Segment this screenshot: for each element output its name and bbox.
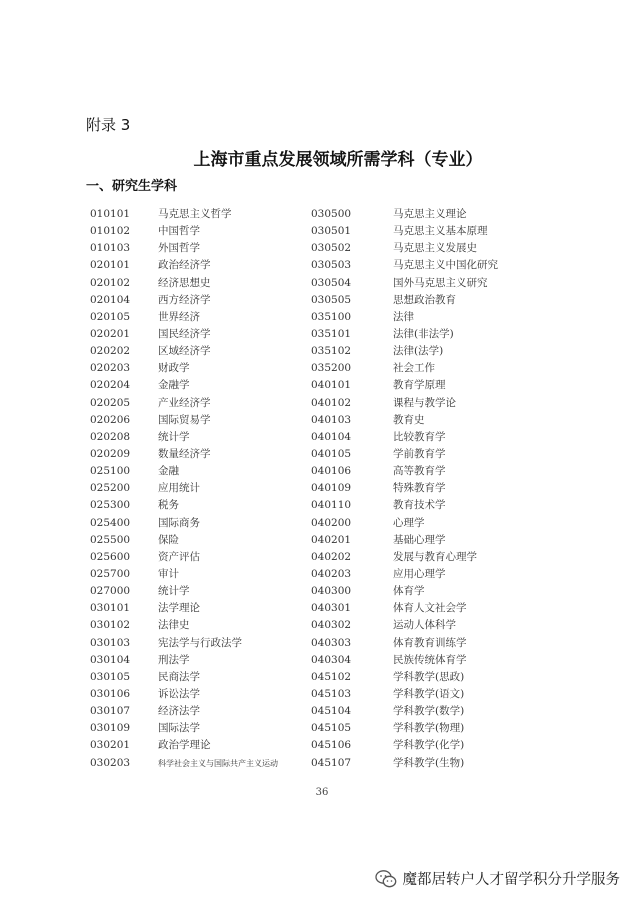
subject-name: 中国哲学 <box>158 225 200 238</box>
subject-code: 020105 <box>90 310 131 323</box>
subject-name: 资产评估 <box>158 550 200 563</box>
subject-row <box>90 292 310 309</box>
subject-name: 刑法学 <box>158 653 190 666</box>
subject-name: 体育教育训练学 <box>393 636 467 649</box>
subject-code: 020202 <box>90 345 131 358</box>
subject-row <box>311 206 551 223</box>
subject-row <box>90 463 310 480</box>
subject-row <box>90 669 310 686</box>
subject-row <box>90 360 310 377</box>
subject-name: 法律史 <box>158 619 190 632</box>
subject-code: 027000 <box>90 585 131 598</box>
subject-row <box>90 429 310 446</box>
subject-row <box>90 755 310 772</box>
subject-row <box>311 720 551 737</box>
subject-row <box>90 377 310 394</box>
subject-name: 学科教学(数学) <box>393 705 465 718</box>
subject-code: 040303 <box>311 636 352 649</box>
subject-name: 运动人体科学 <box>393 619 456 632</box>
subject-name: 国民经济学 <box>158 327 211 340</box>
subject-row <box>311 223 551 240</box>
subject-row <box>90 275 310 292</box>
subject-row <box>90 583 310 600</box>
subject-code: 045104 <box>311 705 352 718</box>
subject-row <box>311 480 551 497</box>
section-heading: 一、研究生学科 <box>86 179 178 194</box>
subject-code: 020208 <box>90 430 131 443</box>
subject-code: 025400 <box>90 516 131 529</box>
subject-row <box>90 343 310 360</box>
subject-row <box>311 275 551 292</box>
subject-code: 040202 <box>311 550 352 563</box>
page-number: 36 <box>315 787 329 798</box>
subject-row <box>311 532 551 549</box>
subject-name: 世界经济 <box>158 310 200 323</box>
subject-row <box>90 206 310 223</box>
subject-row <box>311 326 551 343</box>
subject-code: 035100 <box>311 310 352 323</box>
subject-row <box>311 257 551 274</box>
appendix-label: 附录 3 <box>86 116 131 134</box>
subject-row <box>311 669 551 686</box>
subject-code: 030502 <box>311 242 352 255</box>
subject-row <box>311 377 551 394</box>
subject-row <box>90 617 310 634</box>
subject-code: 010103 <box>90 242 131 255</box>
wechat-icon <box>375 869 397 889</box>
subject-name: 法学理论 <box>158 602 200 615</box>
subject-name: 国际贸易学 <box>158 413 211 426</box>
subject-code: 020204 <box>90 379 131 392</box>
subject-name: 民族传统体育学 <box>393 653 467 666</box>
subject-row <box>90 257 310 274</box>
subject-code: 035101 <box>311 327 352 340</box>
subject-code: 030106 <box>90 687 131 700</box>
subject-name: 学科教学(语文) <box>393 687 465 700</box>
subject-name: 马克思主义哲学 <box>158 208 232 220</box>
subject-code: 025500 <box>90 533 131 546</box>
subject-name: 思想政治教育 <box>393 293 456 306</box>
subject-row <box>90 532 310 549</box>
subject-row <box>90 549 310 566</box>
subject-name: 体育学 <box>393 585 425 598</box>
subject-name: 学科教学(思政) <box>393 670 465 683</box>
subject-code: 040106 <box>311 465 352 478</box>
subject-name: 教育技术学 <box>393 499 446 512</box>
subject-row <box>90 309 310 326</box>
subject-code: 040103 <box>311 413 352 426</box>
subject-code: 030201 <box>90 739 131 752</box>
subject-code: 025200 <box>90 482 131 495</box>
subject-code: 030203 <box>90 756 131 769</box>
subject-row <box>311 395 551 412</box>
subject-name: 保险 <box>158 533 179 546</box>
subject-row <box>90 515 310 532</box>
subject-name: 产业经济学 <box>158 396 211 409</box>
subject-row <box>90 600 310 617</box>
subject-code: 020102 <box>90 276 131 289</box>
subject-name: 体育人文社会学 <box>393 602 467 615</box>
subject-name: 财政学 <box>158 362 190 375</box>
subject-row <box>90 240 310 257</box>
subject-code: 030107 <box>90 705 131 718</box>
subject-name: 经济思想史 <box>158 276 211 289</box>
subject-code: 025700 <box>90 567 131 580</box>
subject-name: 教育学原理 <box>393 379 446 392</box>
subject-name: 西方经济学 <box>158 293 211 306</box>
subject-code: 020205 <box>90 396 131 409</box>
watermark <box>375 868 621 889</box>
subject-name: 税务 <box>158 499 179 512</box>
subject-row <box>311 292 551 309</box>
subject-name: 学前教育学 <box>393 447 446 460</box>
subject-code: 040109 <box>311 482 352 495</box>
subject-code: 040203 <box>311 567 352 580</box>
subject-name: 课程与教学论 <box>393 396 456 409</box>
subject-name: 诉讼法学 <box>158 687 200 700</box>
subject-name: 金融学 <box>158 379 190 392</box>
subject-row <box>311 652 551 669</box>
subject-row <box>90 326 310 343</box>
subject-name: 统计学 <box>158 430 190 443</box>
subject-code: 020101 <box>90 259 131 272</box>
subject-row <box>311 240 551 257</box>
subject-name: 马克思主义中国化研究 <box>393 259 498 272</box>
subject-row <box>311 617 551 634</box>
subject-code: 010101 <box>90 208 131 220</box>
subject-name: 心理学 <box>393 516 425 529</box>
subject-row <box>90 720 310 737</box>
subject-row <box>311 703 551 720</box>
subject-name: 学科教学(生物) <box>393 756 465 769</box>
subject-row <box>311 583 551 600</box>
subject-row <box>90 737 310 754</box>
subject-row <box>311 600 551 617</box>
subject-name: 审计 <box>158 567 179 580</box>
subject-name: 政治经济学 <box>158 259 211 272</box>
subject-code: 025100 <box>90 465 131 478</box>
subject-name: 法律(非法学) <box>393 327 454 340</box>
subject-name: 国际商务 <box>158 516 200 529</box>
subject-name: 金融 <box>158 465 179 478</box>
subject-row <box>311 566 551 583</box>
subject-row <box>90 652 310 669</box>
subject-code: 035102 <box>311 345 352 358</box>
subject-row <box>90 223 310 240</box>
subject-name: 教育史 <box>393 413 425 426</box>
subject-row <box>311 360 551 377</box>
subject-row <box>311 737 551 754</box>
subject-name: 基础心理学 <box>393 533 446 546</box>
subject-row <box>311 429 551 446</box>
subject-name: 应用心理学 <box>393 567 446 580</box>
subject-row <box>90 480 310 497</box>
subject-row <box>311 412 551 429</box>
subject-name: 国际法学 <box>158 722 200 735</box>
subject-code: 035200 <box>311 362 352 375</box>
subject-code: 045105 <box>311 722 352 735</box>
subject-name: 比较教育学 <box>393 430 446 443</box>
subject-code: 030505 <box>311 293 352 306</box>
subject-name: 数量经济学 <box>158 447 211 460</box>
subject-name: 学科教学(物理) <box>393 722 465 735</box>
subject-name: 区域经济学 <box>158 345 211 358</box>
subject-code: 025600 <box>90 550 131 563</box>
subject-code: 020104 <box>90 293 131 306</box>
left-subject-column <box>90 206 310 772</box>
subject-code: 030504 <box>311 276 352 289</box>
subject-row <box>90 635 310 652</box>
subject-row <box>90 395 310 412</box>
right-subject-column <box>311 206 551 772</box>
subject-code: 040104 <box>311 430 352 443</box>
subject-name: 民商法学 <box>158 670 200 683</box>
subject-row <box>311 309 551 326</box>
subject-row <box>90 566 310 583</box>
subject-row <box>311 549 551 566</box>
subject-row <box>90 497 310 514</box>
subject-row <box>311 755 551 772</box>
subject-code: 045106 <box>311 739 352 752</box>
subject-code: 040101 <box>311 379 352 392</box>
subject-name: 社会工作 <box>393 362 435 375</box>
subject-name: 马克思主义基本原理 <box>393 225 488 238</box>
subject-code: 040301 <box>311 602 352 615</box>
subject-name: 法律(法学) <box>393 345 444 358</box>
subject-row <box>311 635 551 652</box>
subject-code: 030103 <box>90 636 131 649</box>
subject-row <box>311 463 551 480</box>
subject-code: 040302 <box>311 619 352 632</box>
watermark-text: 魔都居转户人才留学积分升学服务 <box>402 872 620 888</box>
subject-name: 外国哲学 <box>158 242 200 255</box>
subject-code: 045102 <box>311 670 352 683</box>
subject-row <box>90 703 310 720</box>
subject-code: 030104 <box>90 653 131 666</box>
subject-code: 030109 <box>90 722 131 735</box>
subject-code: 020201 <box>90 327 131 340</box>
subject-code: 040201 <box>311 533 352 546</box>
subject-row <box>311 497 551 514</box>
subject-code: 045103 <box>311 687 352 700</box>
subject-code: 030105 <box>90 670 131 683</box>
subject-row <box>311 515 551 532</box>
subject-code: 040200 <box>311 516 352 529</box>
subject-code: 030101 <box>90 602 131 615</box>
subject-name: 高等教育学 <box>393 465 446 478</box>
subject-name: 经济法学 <box>158 705 200 718</box>
subject-name: 特殊教育学 <box>393 482 446 495</box>
subject-row <box>311 446 551 463</box>
subject-name: 马克思主义理论 <box>393 208 467 220</box>
subject-name: 国外马克思主义研究 <box>393 276 488 289</box>
subject-code: 020206 <box>90 413 131 426</box>
subject-row <box>90 446 310 463</box>
subject-code: 020203 <box>90 362 131 375</box>
subject-code: 040110 <box>311 499 352 512</box>
subject-row <box>90 412 310 429</box>
subject-row <box>311 686 551 703</box>
subject-code: 030503 <box>311 259 352 272</box>
subject-name: 发展与教育心理学 <box>393 550 477 563</box>
subject-name: 科学社会主义与国际共产主义运动 <box>158 758 278 768</box>
subject-row <box>311 343 551 360</box>
subject-name: 统计学 <box>158 585 190 598</box>
subject-code: 040102 <box>311 396 352 409</box>
subject-name: 法律 <box>393 310 414 323</box>
subject-code: 040304 <box>311 653 352 666</box>
subject-code: 030102 <box>90 619 131 632</box>
subject-code: 010102 <box>90 225 131 238</box>
subject-code: 045107 <box>311 756 352 769</box>
subject-name: 学科教学(化学) <box>393 739 465 752</box>
subject-name: 宪法学与行政法学 <box>158 636 242 649</box>
subject-code: 030501 <box>311 225 352 238</box>
subject-code: 020209 <box>90 447 131 460</box>
subject-code: 030500 <box>311 208 352 220</box>
page-title: 上海市重点发展领域所需学科（专业） <box>193 150 483 170</box>
subject-name: 应用统计 <box>158 482 200 495</box>
subject-code: 040105 <box>311 447 352 460</box>
subject-code: 025300 <box>90 499 131 512</box>
subject-name: 政治学理论 <box>158 739 211 752</box>
subject-name: 马克思主义发展史 <box>393 242 477 255</box>
subject-row <box>90 686 310 703</box>
subject-code: 040300 <box>311 585 352 598</box>
